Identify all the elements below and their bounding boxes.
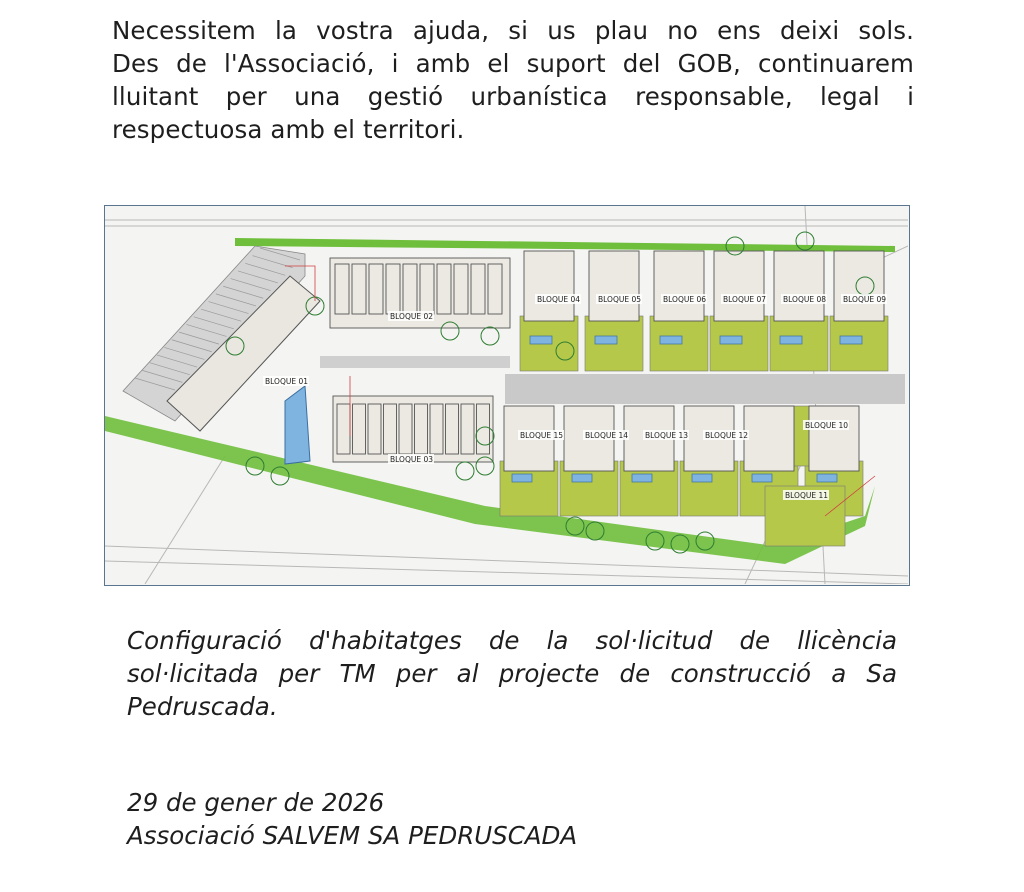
- housing-unit: [471, 264, 485, 314]
- housing-unit: [488, 264, 502, 314]
- block-label: BLOQUE 04: [537, 295, 581, 304]
- villa-pool: [530, 336, 552, 344]
- housing-unit: [437, 264, 451, 314]
- intro-line: Des de l'Associació, i amb el suport del GOB, continuarem: [112, 49, 914, 78]
- housing-unit: [335, 264, 349, 314]
- villa-building: [809, 406, 859, 471]
- villa-pool: [752, 474, 772, 482]
- villa-pool: [595, 336, 617, 344]
- villa-building: [524, 251, 574, 321]
- signature-block: [127, 786, 897, 852]
- housing-unit: [386, 264, 400, 314]
- block-label: BLOQUE 03: [390, 455, 434, 464]
- block-label: BLOQUE 02: [390, 312, 434, 321]
- villa-pool: [512, 474, 532, 482]
- villa-building: [589, 251, 642, 321]
- housing-unit: [368, 404, 381, 454]
- housing-unit: [337, 404, 350, 454]
- site-plan-drawing: [105, 206, 908, 584]
- housing-unit: [403, 264, 417, 314]
- villa-pool: [840, 336, 862, 344]
- housing-unit: [461, 404, 474, 454]
- caption-line: Configuració d'habitatges de la sol·licitud de llicència: [127, 626, 897, 655]
- villa-building: [714, 251, 767, 321]
- signature-date: 29 de gener de 2026: [127, 788, 385, 817]
- block-label: BLOQUE 13: [645, 431, 689, 440]
- block-label: BLOQUE 01: [265, 377, 309, 386]
- image-caption: [127, 624, 897, 723]
- block-label: BLOQUE 06: [663, 295, 707, 304]
- housing-unit: [477, 404, 490, 454]
- villa-pool: [720, 336, 742, 344]
- block-label: BLOQUE 09: [843, 295, 887, 304]
- block-label: BLOQUE 08: [783, 295, 827, 304]
- intro-line: respectuosa amb el territori.: [112, 115, 465, 144]
- villa-pool: [692, 474, 712, 482]
- villa-pool: [780, 336, 802, 344]
- housing-unit: [446, 404, 459, 454]
- housing-unit: [415, 404, 428, 454]
- caption-line: Pedruscada.: [127, 692, 278, 721]
- caption-line: sol·licitada per TM per al projecte de construcció a Sa: [127, 659, 897, 688]
- housing-unit: [454, 264, 468, 314]
- block-label: BLOQUE 10: [805, 421, 849, 430]
- housing-unit: [369, 264, 383, 314]
- villa-building: [774, 251, 827, 321]
- villa-pool: [632, 474, 652, 482]
- villa-building: [834, 251, 887, 321]
- villa-pool: [817, 474, 837, 482]
- housing-unit: [399, 404, 412, 454]
- housing-unit: [353, 404, 366, 454]
- block-label: BLOQUE 07: [723, 295, 767, 304]
- block-label: BLOQUE 12: [705, 431, 749, 440]
- villa-pool: [660, 336, 682, 344]
- signature-org: Associació SALVEM SA PEDRUSCADA: [127, 821, 578, 850]
- block-label: BLOQUE 05: [598, 295, 642, 304]
- intro-line: Necessitem la vostra ajuda, si us plau no ens deixi sols.: [112, 16, 914, 45]
- villa-building: [744, 406, 794, 471]
- housing-unit: [420, 264, 434, 314]
- block-label: BLOQUE 11: [785, 491, 829, 500]
- villa-pool: [572, 474, 592, 482]
- tree-symbol: [456, 462, 474, 480]
- housing-unit: [352, 264, 366, 314]
- tree-symbol: [481, 327, 499, 345]
- villa-building: [654, 251, 707, 321]
- block-label: BLOQUE 15: [520, 431, 564, 440]
- housing-unit: [430, 404, 443, 454]
- intro-line: lluitant per una gestió urbanística responsable, legal i: [112, 82, 914, 111]
- site-plan-image: [104, 205, 910, 586]
- housing-unit: [384, 404, 397, 454]
- block-label: BLOQUE 14: [585, 431, 629, 440]
- intro-paragraph: [112, 14, 914, 146]
